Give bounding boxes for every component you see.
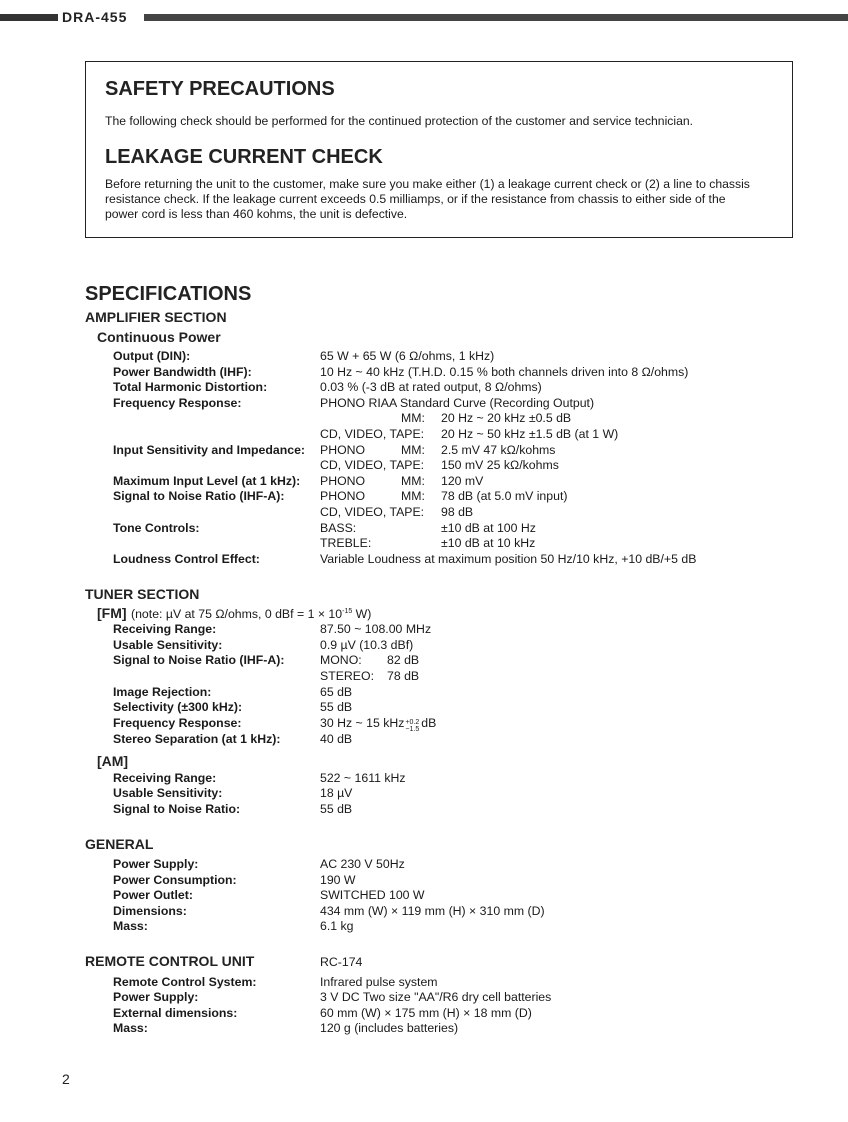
fm-freq-tol-down: −1.5 [405,726,420,733]
spec-key: MM: [401,443,425,457]
fm-freq-tol-up: +0.2 [405,719,420,726]
spec-value: Infrared pulse system [320,975,438,989]
fm-note [131,607,371,621]
spec-value: AC 230 V 50Hz [320,857,405,871]
spec-value: 3 V DC Two size "AA"/R6 dry cell batteries [320,990,552,1004]
spec-value: 120 g (includes batteries) [320,1021,459,1035]
spec-key: BASS: [320,521,357,535]
spec-label: External dimensions: [113,1006,238,1020]
spec-value: 434 mm (W) × 119 mm (H) × 310 mm (D) [320,904,545,918]
spec-value: 65 W + 65 W (6 Ω/ohms, 1 kHz) [320,349,495,363]
spec-label: Mass: [113,1021,148,1035]
general-section-title: GENERAL [85,836,154,852]
spec-label: Output (DIN): [113,349,191,363]
spec-key: MM: [401,489,425,503]
spec-label: Input Sensitivity and Impedance: [113,443,306,457]
spec-key: CD, VIDEO, TAPE: [320,505,425,519]
remote-model: RC-174 [320,955,363,969]
spec-label: Signal to Noise Ratio (IHF-A): [113,653,285,667]
leakage-title: LEAKAGE CURRENT CHECK [105,146,383,168]
spec-value: 0.03 % (-3 dB at rated output, 8 Ω/ohms) [320,380,542,394]
fm-note-exponent: -15 [342,608,353,615]
spec-label: Usable Sensitivity: [113,638,223,652]
continuous-power-subtitle: Continuous Power [97,329,221,345]
specifications-title: SPECIFICATIONS [85,283,252,305]
spec-label: Receiving Range: [113,771,217,785]
spec-value: ±10 dB at 100 Hz [441,521,536,535]
spec-label: Tone Controls: [113,521,200,535]
spec-label: Selectivity (±300 kHz): [113,700,243,714]
fm-freq-unit: dB [421,716,437,730]
spec-label: Receiving Range: [113,622,217,636]
spec-label: Image Rejection: [113,685,212,699]
spec-value: 20 Hz ~ 20 kHz ±0.5 dB [441,411,572,425]
safety-title: SAFETY PRECAUTIONS [105,78,335,100]
spec-label: Loudness Control Effect: [113,552,260,566]
spec-label: Usable Sensitivity: [113,786,223,800]
spec-label: Power Consumption: [113,873,237,887]
spec-label: Power Supply: [113,990,199,1004]
spec-key: PHONO [320,489,366,503]
leakage-line-1: Before returning the unit to the customer, make sure you make either (1) a leakage current check or (2) a line to chassis [105,177,750,191]
spec-value: 2.5 mV 47 kΩ/kohms [441,443,556,457]
spec-value: 40 dB [320,732,353,746]
spec-value: 0.9 µV (10.3 dBf) [320,638,414,652]
spec-value: 6.1 kg [320,919,354,933]
spec-label: Signal to Noise Ratio (IHF-A): [113,489,285,503]
spec-value: 87.50 ~ 108.00 MHz [320,622,432,636]
spec-value: 10 Hz ~ 40 kHz (T.H.D. 0.15 % both channels driven into 8 Ω/ohms) [320,365,689,379]
spec-value: ±10 dB at 10 kHz [441,536,536,550]
spec-value: 190 W [320,873,356,887]
leakage-line-2: resistance check. If the leakage current exceeds 0.5 milliamps, or if the resistance from chassis to either side of the [105,192,726,206]
spec-value: 150 mV 25 kΩ/kohms [441,458,559,472]
spec-label: Dimensions: [113,904,187,918]
spec-label: Stereo Separation (at 1 kHz): [113,732,281,746]
fm-note-text: (note: µV at 75 Ω/ohms, 0 dBf = 1 × 10 [131,607,343,621]
spec-value: 20 Hz ~ 50 kHz ±1.5 dB (at 1 W) [441,427,619,441]
safety-intro: The following check should be performed for the continued protection of the customer and service technician. [105,114,694,128]
fm-label: [FM] [97,605,127,621]
spec-label: Power Supply: [113,857,199,871]
spec-value: 55 dB [320,700,353,714]
spec-label: Total Harmonic Distortion: [113,380,268,394]
spec-value: 65 dB [320,685,353,699]
spec-value: SWITCHED 100 W [320,888,425,902]
spec-value: 82 dB [387,653,420,667]
spec-value: 55 dB [320,802,353,816]
spec-value: 60 mm (W) × 175 mm (H) × 18 mm (D) [320,1006,532,1020]
spec-value: 78 dB [387,669,420,683]
spec-value: PHONO RIAA Standard Curve (Recording Output) [320,396,595,410]
spec-value: 18 µV [320,786,353,800]
fm-heading [97,605,371,623]
spec-key: MONO: [320,653,362,667]
spec-label: Power Outlet: [113,888,193,902]
spec-key: CD, VIDEO, TAPE: [320,427,425,441]
spec-key: MM: [401,474,425,488]
spec-label: Signal to Noise Ratio: [113,802,241,816]
remote-section-title: REMOTE CONTROL UNIT [85,953,255,969]
spec-value: 522 ~ 1611 kHz [320,771,406,785]
spec-label: Power Bandwidth (IHF): [113,365,252,379]
tuner-section-title: TUNER SECTION [85,586,200,602]
spec-value: 98 dB [441,505,474,519]
header-bar-left [0,14,58,21]
spec-value: 120 mV [441,474,484,488]
spec-value-freq [320,716,436,733]
spec-label: Frequency Response: [113,396,242,410]
spec-key: CD, VIDEO, TAPE: [320,458,425,472]
am-label: [AM] [97,753,129,769]
spec-value: 78 dB (at 5.0 mV input) [441,489,568,503]
spec-label: Maximum Input Level (at 1 kHz): [113,474,301,488]
spec-key: TREBLE: [320,536,372,550]
model-header: DRA-455 [62,9,128,25]
spec-key: PHONO [320,443,366,457]
spec-key: PHONO [320,474,366,488]
header-bar-right [144,14,848,21]
amplifier-section-title: AMPLIFIER SECTION [85,309,227,325]
spec-label: Frequency Response: [113,716,242,730]
fm-freq-tolerance [405,719,419,733]
spec-label: Mass: [113,919,148,933]
page-number: 2 [62,1071,70,1087]
spec-key: MM: [401,411,425,425]
spec-key: STEREO: [320,669,374,683]
leakage-line-3: power cord is less than 460 kohms, the unit is defective. [105,207,408,221]
fm-note-unit: W) [352,607,372,621]
spec-label: Remote Control System: [113,975,257,989]
spec-value: Variable Loudness at maximum position 50 Hz/10 kHz, +10 dB/+5 dB [320,552,697,566]
fm-freq-range: 30 Hz ~ 15 kHz [320,716,405,730]
